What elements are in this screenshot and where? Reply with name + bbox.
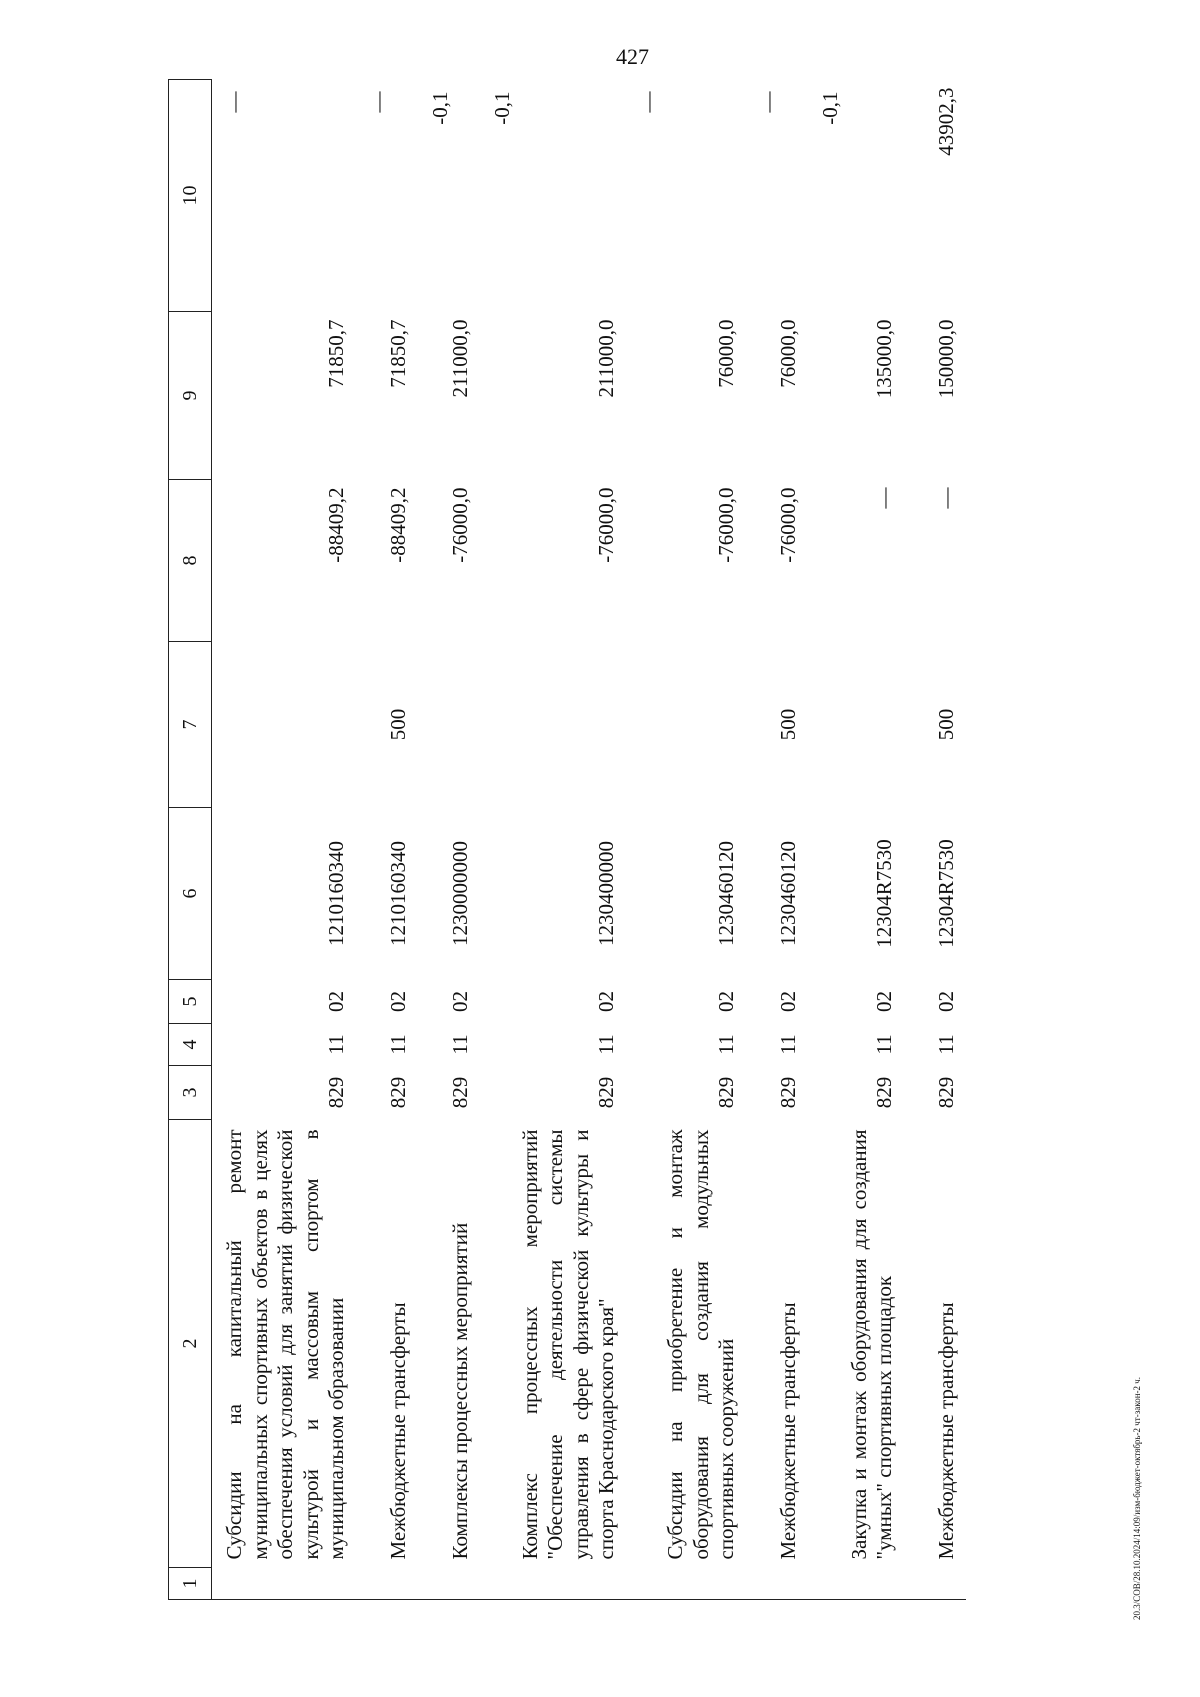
cell-c5: 02 (776, 991, 801, 1012)
header-col-4: 4 (169, 1024, 212, 1066)
cell-c10: 43902,3 (934, 87, 959, 156)
cell-c3: 829 (776, 1076, 801, 1109)
cell-c8: — (934, 487, 959, 509)
cell-c5: 02 (934, 991, 959, 1012)
cell-c8: -88409,2 (386, 487, 411, 563)
row-name: Субсидии на приобретение и монтаж оборудования для создания модульных спортивных сооружений (663, 1129, 739, 1560)
cell-c7 (480, 642, 626, 808)
cell-c10: — (222, 91, 246, 113)
cell-c10: -0,1 (490, 91, 515, 125)
cell-c4: 11 (594, 1034, 619, 1055)
header-col-2: 2 (169, 1120, 212, 1568)
cell-c3: 829 (594, 1076, 619, 1109)
cell-c10: — (756, 91, 781, 113)
cell-c7: 500 (386, 708, 411, 741)
cell-c6: 1230000000 (448, 841, 473, 946)
row-name: Субсидии на капитальный ремонт муниципальных спортивных объектов в целях обеспечения условий для занятий физической культурой и массовым спортом в муниципальном образовании (222, 1129, 349, 1560)
cell-c9: 211000,0 (448, 319, 473, 398)
table-row (480, 80, 626, 1600)
cell-c10: — (636, 91, 661, 113)
cell-c3: 829 (934, 1076, 959, 1109)
cell-c4: 11 (448, 1034, 473, 1055)
header-col-5: 5 (169, 980, 212, 1024)
header-col-1: 1 (169, 1568, 212, 1600)
cell-c4: 11 (714, 1034, 739, 1055)
footer-document-code: 20.3/СОВ/28.10.2024/14:09/изм-бюджет-октябрь-2 чт-закон-2 ч. (1132, 1376, 1142, 1620)
cell-c4: 11 (324, 1034, 349, 1055)
row-name: Межбюджетные трансферты (776, 1302, 801, 1560)
cell-c9: 71850,7 (324, 319, 349, 388)
cell-c3: 829 (714, 1076, 739, 1109)
cell-c5: 02 (386, 991, 411, 1012)
cell-c4: 11 (934, 1034, 959, 1055)
row-name: Закупка и монтаж оборудования для создания "умных" спортивных площадок (846, 1129, 897, 1560)
cell-c5: 02 (448, 991, 473, 1012)
row-name: Межбюджетные трансферты (934, 1302, 959, 1560)
cell-c7 (626, 642, 746, 808)
table-row (904, 80, 966, 1600)
cell-c6: 1230460120 (776, 841, 801, 946)
table-row (626, 80, 746, 1600)
row-number-cell (808, 1568, 904, 1600)
header-col-3: 3 (169, 1066, 212, 1120)
cell-c5: 02 (872, 991, 897, 1012)
cell-c3: 829 (324, 1076, 349, 1109)
cell-c3: 829 (448, 1076, 473, 1109)
row-number-cell (480, 1568, 626, 1600)
row-number-cell (626, 1568, 746, 1600)
row-name: Межбюджетные трансферты (386, 1302, 411, 1560)
cell-c3: 829 (872, 1076, 897, 1109)
cell-c9: 71850,7 (386, 319, 411, 388)
cell-c5: 02 (594, 991, 619, 1012)
cell-c9: 76000,0 (714, 319, 739, 388)
cell-c4: 11 (872, 1034, 897, 1055)
cell-c5: 02 (714, 991, 739, 1012)
row-number-cell (356, 1568, 418, 1600)
cell-c6: 1230460120 (714, 841, 739, 946)
cell-c9: 150000,0 (934, 319, 959, 399)
cell-c4: 11 (386, 1034, 411, 1055)
header-col-8: 8 (169, 480, 212, 642)
cell-c6: 1210160340 (324, 841, 349, 946)
table-header-row (169, 80, 212, 1600)
table-row (356, 80, 418, 1600)
cell-c7: 500 (776, 708, 801, 741)
cell-c8: — (872, 487, 897, 509)
cell-c8: -76000,0 (714, 487, 739, 563)
cell-c6: 1210160340 (386, 841, 411, 946)
table-row (746, 80, 808, 1600)
row-number-cell (418, 1568, 480, 1600)
cell-c9: 76000,0 (776, 319, 801, 388)
cell-c9: 211000,0 (594, 319, 619, 398)
cell-c3: 829 (386, 1076, 411, 1109)
row-name: Комплекс процессных мероприятий "Обеспечение деятельности системы управления в сфере физической культуры и спорта Краснодарского края" (517, 1129, 619, 1560)
cell-c8: -88409,2 (324, 487, 349, 563)
header-col-6: 6 (169, 808, 212, 980)
cell-c10: -0,1 (818, 91, 843, 125)
table-row (418, 80, 480, 1600)
cell-c8: -76000,0 (776, 487, 801, 563)
cell-c6: 1230400000 (594, 841, 619, 946)
header-col-9: 9 (169, 312, 212, 480)
header-col-10: 10 (169, 80, 212, 312)
table-row (212, 80, 357, 1600)
page-number: 427 (616, 44, 649, 69)
cell-c6: 12304R7530 (872, 839, 897, 948)
cell-c5: 02 (324, 991, 349, 1012)
header-col-7: 7 (169, 642, 212, 808)
table-row (808, 80, 904, 1600)
cell-c8: -76000,0 (448, 487, 473, 563)
cell-c4: 11 (776, 1034, 801, 1055)
cell-c10: -0,1 (428, 91, 453, 125)
row-number-cell (904, 1568, 966, 1600)
cell-c8: -76000,0 (594, 487, 619, 563)
cell-c7: 500 (934, 708, 959, 741)
rotated-budget-table (168, 80, 1200, 1600)
cell-c9: 135000,0 (872, 319, 897, 399)
budget-table (168, 79, 966, 1600)
row-number-cell (746, 1568, 808, 1600)
row-name: Комплексы процессных мероприятий (448, 1222, 473, 1560)
cell-c7 (808, 642, 904, 808)
cell-c7 (212, 642, 357, 808)
cell-c7 (418, 642, 480, 808)
cell-c6: 12304R7530 (934, 839, 959, 948)
row-number-cell (212, 1568, 357, 1600)
cell-c10: — (366, 91, 391, 113)
